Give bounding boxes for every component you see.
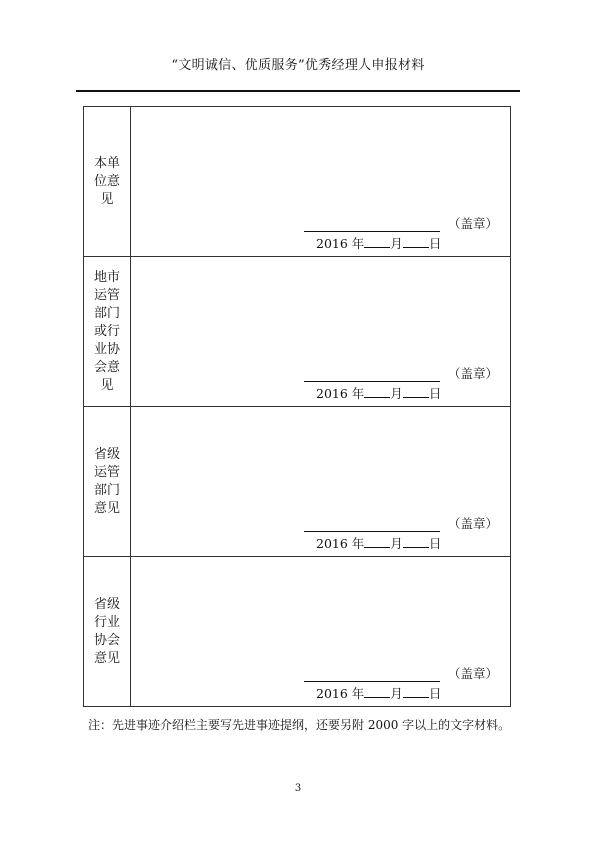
day-label: 日: [428, 386, 442, 401]
month-label: 月: [390, 236, 403, 251]
row-label: 地市运管部门或行业协会意见: [93, 269, 120, 393]
seal-label: （盖章）: [447, 516, 498, 531]
month-label: 月: [390, 386, 403, 401]
date-row: [298, 535, 498, 552]
year-label: 2016 年: [316, 686, 365, 701]
seal-signature-line[interactable]: [304, 369, 440, 382]
month-label: 月: [390, 686, 403, 701]
table-row: [84, 557, 511, 707]
seal-label: （盖章）: [447, 216, 498, 231]
page-header-title: “文明诚信、优质服务”优秀经理人申报材料: [171, 58, 425, 73]
month-blank[interactable]: [364, 535, 390, 548]
signature-block: [298, 216, 498, 252]
footnote: 注：先进事迹介绍栏主要写先进事迹提纲，还要另附 2000 字以上的文字材料。: [88, 718, 511, 732]
row-label: 省级运管部门意见: [93, 446, 120, 516]
month-label: 月: [390, 536, 403, 551]
opinion-field[interactable]: [131, 257, 511, 407]
opinion-field[interactable]: [131, 407, 511, 557]
month-blank[interactable]: [364, 235, 390, 248]
opinion-table: [83, 106, 511, 707]
opinion-field[interactable]: [131, 107, 511, 257]
seal-signature-line[interactable]: [304, 669, 440, 682]
table-row: [84, 407, 511, 557]
year-label: 2016 年: [316, 386, 365, 401]
row-label: 本单位意见: [93, 155, 120, 207]
row-label: 省级行业协会意见: [93, 596, 120, 666]
seal-label: （盖章）: [447, 366, 498, 381]
date-row: [298, 685, 498, 702]
opinion-field[interactable]: [131, 557, 511, 707]
row-label-cell: [84, 257, 131, 407]
signature-block: [298, 366, 498, 402]
signature-block: [298, 516, 498, 552]
day-label: 日: [428, 686, 442, 701]
row-label-cell: [84, 557, 131, 707]
row-label-cell: [84, 107, 131, 257]
row-label-cell: [84, 407, 131, 557]
seal-label: （盖章）: [447, 666, 498, 681]
day-blank[interactable]: [403, 685, 429, 698]
month-blank[interactable]: [364, 385, 390, 398]
seal-signature-line[interactable]: [304, 219, 440, 232]
day-label: 日: [428, 536, 442, 551]
header-divider: [76, 90, 520, 92]
day-blank[interactable]: [403, 235, 429, 248]
year-label: 2016 年: [316, 236, 365, 251]
day-label: 日: [428, 236, 442, 251]
day-blank[interactable]: [403, 535, 429, 548]
date-row: [298, 235, 498, 252]
signature-block: [298, 666, 498, 702]
day-blank[interactable]: [403, 385, 429, 398]
table-row: [84, 107, 511, 257]
date-row: [298, 385, 498, 402]
table-row: [84, 257, 511, 407]
seal-signature-line[interactable]: [304, 519, 440, 532]
month-blank[interactable]: [364, 685, 390, 698]
year-label: 2016 年: [316, 536, 365, 551]
page-number: 3: [294, 783, 302, 794]
